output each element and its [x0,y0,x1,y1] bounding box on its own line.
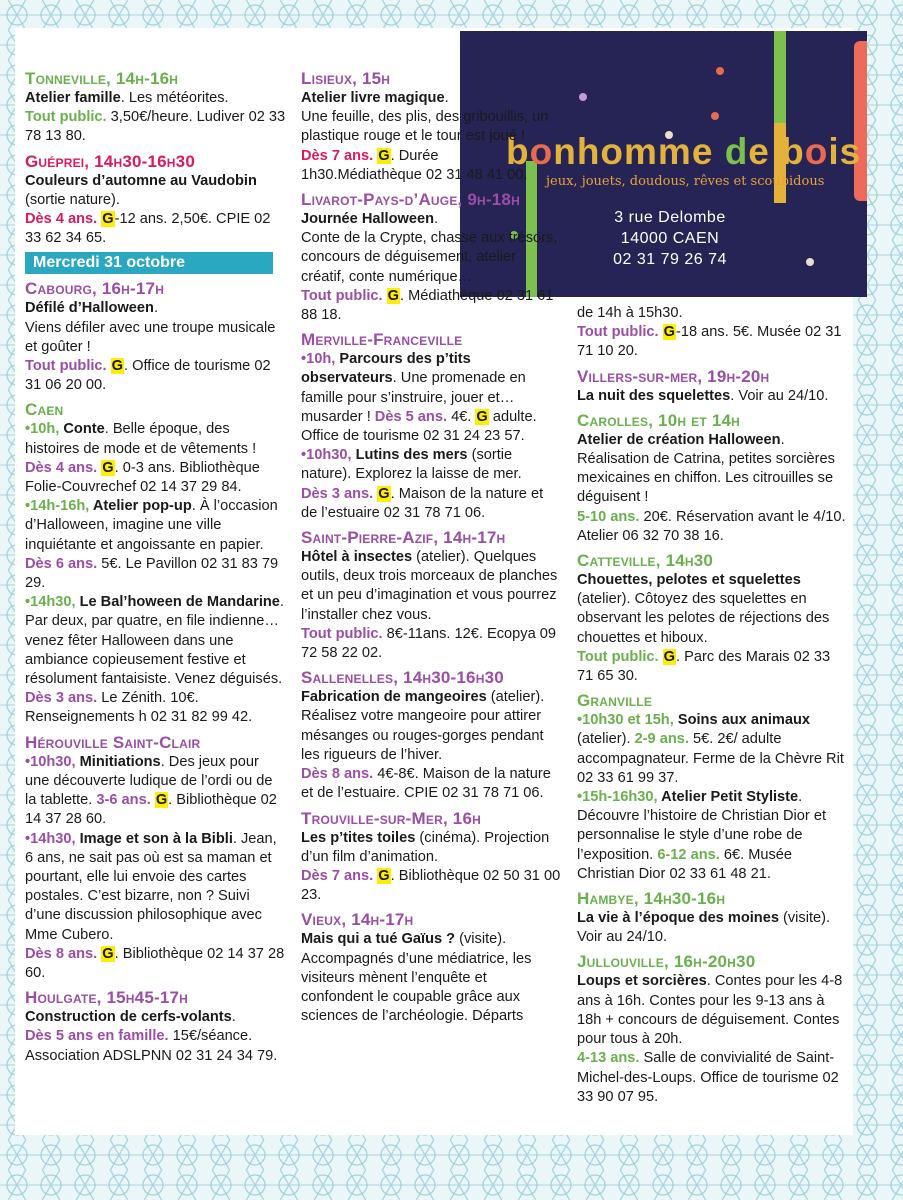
event-body: Journée Halloween. Conte de la Crypte, chasse aux trésors, concours de déguisement, atelier créatif, conte numérique… Tout public. G. Médiathèque 02 31 61 88 18. [301,211,558,324]
event-body: Atelier de création Halloween. Réalisation de Catrina, petites sorcières mexicaines en chiffon. Les citrouilles se déguisent ! 5-10 ans. 20€. Réservation avant le 4/10. Atelier 06 32 70 38 16. [577,431,846,544]
event-heading: Guéprei, 14h30-16h30 [25,151,195,171]
event-heading: Granville [577,691,653,711]
event-heading: Vieux, 14h-17h [301,910,414,930]
decor-bar [854,41,867,201]
event-body: •14h30, Image et son à la Bibli. Jean, 6 ans, ne sait pas où est sa maman et pourtant, elle lui envoie des cartes postales. C’est bizarre, non ? Suivi d’une discussion philosophique avec Mme Cubero. Dès 8 ans. G. Bibliothèque 02 14 37 28 60. [25,830,285,981]
date-banner: Mercredi 31 octobre [25,252,273,274]
event-heading: Cabourg, 16h-17h [25,279,165,299]
event-body: •15h-16h30, Atelier Petit Styliste. Découvre l’histoire de Christian Dior et personnalise le style d’une robe de l’exposition. 6-12 ans. 6€. Musée Christian Dior 02 33 61 48 21. [577,789,827,882]
event-heading: Sallenelles, 14h30-16h30 [301,668,504,688]
decor-dot [711,112,719,120]
event-heading: Merville-Franceville [301,330,463,350]
event-heading: Houlgate, 15h45-17h [25,988,189,1008]
event-body: Fabrication de mangeoires (atelier). Réalisez votre mangeoire pour attirer mésanges ou rouges-gorges pendant les rigueurs de l’hiver. Dès 8 ans. 4€-8€. Maison de la nature et de l’estuaire. CPIE 02 31 78 71 06. [301,689,551,802]
event-body: •14h-16h, Atelier pop-up. À l’occasion d’Halloween, imagine une ville inquiétante et angoissante en papier. Dès 6 ans. 5€. Le Pavillon 02 31 83 79 29. [25,498,279,592]
decor-dot [806,258,814,266]
decor-dot [579,93,587,101]
event-body: de 14h à 15h30. Tout public. G-18 ans. 5€. Musée 02 31 71 10 20. [577,305,842,360]
event-heading: Caen [25,400,64,420]
event-body: Construction de cerfs-volants. Dès 5 ans en famille. 15€/séance. Association ADSLPNN 02 31 24 34 79. [25,1009,278,1064]
event-body: •10h30, Lutins des mers (sortie nature). Explorez la laisse de mer. Dès 3 ans. G. Maison de la nature et de l’estuaire 02 31 78 71 06. [301,447,544,521]
shop-tagline: jeux, jouets, doudous, rêves et scoubidous [546,174,825,189]
event-heading: Villers-sur-mer, 19h-20h [577,366,770,386]
column-2 [301,64,563,1026]
event-heading: Jullouville, 16h-20h30 [577,952,756,972]
column-3 [577,304,847,1107]
event-heading: Catteville, 14h30 [577,551,714,571]
event-body: Mais qui a tué Gaïus ? (visite). Accompagnés d’une médiatrice, les visiteurs mènent l’enquête et confondent le coupable grâce aux sciences de l’archéologie. Départs [301,931,532,1025]
shop-address: 3 rue Delombe 14000 CAEN 02 31 79 26 74 [613,209,727,268]
event-body: Atelier famille. Les météorites. Tout public. 3,50€/heure. Ludiver 02 33 78 13 80. [25,90,286,145]
event-body: Les p’tites toiles (cinéma). Projection d’un film d’animation. Dès 7 ans. G. Bibliothèque 02 50 31 00 23. [301,829,561,904]
decor-dot [716,67,724,75]
column-1 [25,64,287,1066]
event-heading: Livarot-Pays-d’Auge, 9h-18h [301,190,520,210]
event-heading: Hambye, 14h30-16h [577,889,726,909]
event-body: Défilé d’Halloween. Viens défiler avec une troupe musicale et goûter ! Tout public. G. Office de tourisme 02 31 06 20 00. [25,300,276,394]
shop-logo: bonhomme de bois [506,131,862,172]
event-body: •10h30, Minitiations. Des jeux pour une découverte ludique de l’ordi ou de la tablette. 3-6 ans. G. Bibliothèque 02 14 37 28 60. [25,753,277,828]
event-body: Couleurs d’automne au Vaudobin (sortie nature). Dès 4 ans. G-12 ans. 2,50€. CPIE 02 33 62 34 65. [25,172,271,247]
event-body: La vie à l’époque des moines (visite). Voir au 24/10. [577,910,831,946]
event-body: Loups et sorcières. Contes pour les 4-8 ans à 16h. Contes pour les 9-13 ans à 18h + concours de déguisement. Contes pour tous à 20h. 4-13 ans. Salle de convivialité de Saint-Michel-des-Loups. Office de tourisme 02 33 90 07 95. [577,973,843,1105]
event-body: •14h30, Le Bal’hoween de Mandarine. Par deux, par quatre, en file indienne… venez fêter Halloween dans une ambiance copieusement festive et résolument fantaisiste. Venez déguisés. Dès 3 ans. Le Zénith. 10€. Renseignements h 02 31 82 99 42. [25,594,284,726]
event-heading: Trouville-sur-Mer, 16h [301,808,481,828]
event-body: Atelier livre magique. Une feuille, des plis, des gribouillis, un plastique rouge et le tour est joué ! Dès 7 ans. G. Durée 1h30.Médiathèque 02 31 48 41 00. [301,90,549,183]
decor-bar [774,31,786,123]
event-body: •10h30 et 15h, Soins aux animaux (atelier). 2-9 ans. 5€. 2€/ adulte accompagnateur. Ferme de la Chèvre Rit 02 33 61 99 37. [577,712,844,786]
event-heading: Lisieux, 15h [301,69,391,88]
event-body: Chouettes, pelotes et squelettes (atelier). Côtoyez des squelettes en observant les pelotes de réjections des chouettes et hiboux. Tout public. G. Parc des Marais 02 33 71 65 30. [577,572,831,685]
event-body: •10h, Conte. Belle époque, des histoires de mode et de vêtements ! Dès 4 ans. G. 0-3 ans. Bibliothèque Folie-Couvrechef 02 14 37 29 84. [25,421,260,496]
event-body: La nuit des squelettes. Voir au 24/10. [577,387,829,404]
event-heading: Carolles, 10h et 14h [577,410,740,430]
event-body: Hôtel à insectes (atelier). Quelques outils, deux trois morceaux de planches et un peu d’imagination et vous pourrez l’installer chez vous. Tout public. 8€-11ans. 12€. Ecopya 09 72 58 22 02. [301,549,558,662]
event-body: •10h, Parcours des p’tits observateurs. Une promenade en famille pour s’instruire, jouer et… musarder ! Dès 5 ans. 4€. G adulte. Office de tourisme 02 31 24 23 57. [301,351,537,445]
page-panel [15,28,862,1135]
event-heading: Hérouville Saint-Clair [25,732,201,752]
event-heading: Saint-Pierre-Azif, 14h-17h [301,528,506,548]
event-heading: Tonneville, 14h-16h [25,69,179,88]
